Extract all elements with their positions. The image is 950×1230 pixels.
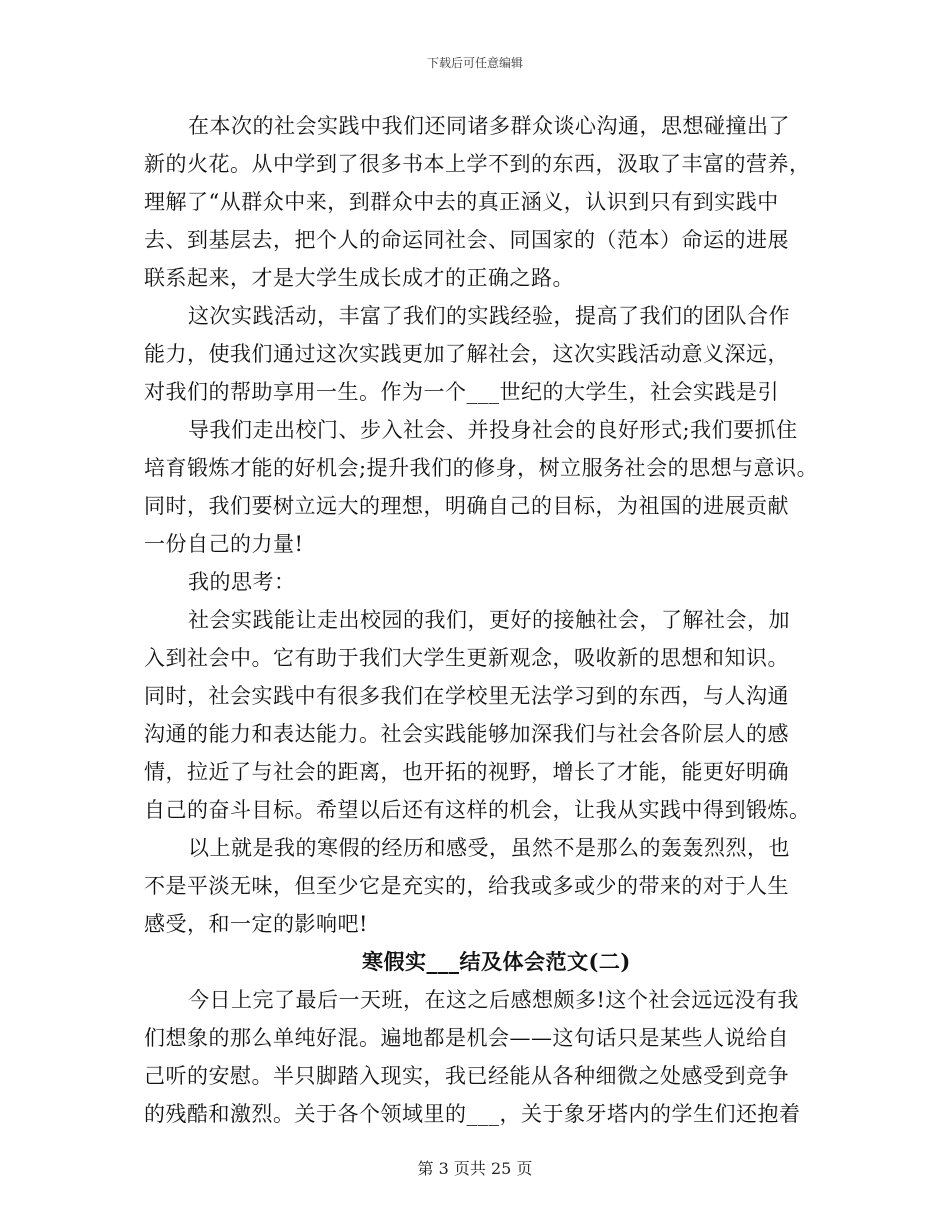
paragraph-line: 以上就是我的寒假的经历和感受，虽然不是那么的轰轰烈烈，也 [188,836,790,860]
paragraph-line: 去、到基层去，把个人的命运同社会、同国家的（范本）命运的进展 [144,228,789,252]
paragraph-line: 不是平淡无味，但至少它是充实的，给我或多或少的带来的对于人生 [144,874,789,898]
paragraph-line: 一份自己的力量! [144,532,304,556]
paragraph-line: 对我们的帮助享用一生。作为一个___世纪的大学生，社会实践是引 [144,380,779,404]
paragraph-line: 己听的安慰。半只脚踏入现实，我已经能从各种细微之处感受到竞争 [144,1064,789,1088]
page-header: 下载后可任意编辑 [426,56,523,70]
paragraph-line: 同时，社会实践中有很多我们在学校里无法学习到的东西，与人沟通 [144,684,789,708]
page-footer: 第 3 页共 25 页 [417,1159,533,1178]
paragraph-line: 我的思考： [188,570,296,594]
paragraph-line: 的残酷和激烈。关于各个领域里的___，关于象牙塔内的学生们还抱着 [144,1102,801,1126]
paragraph-line: 培育锻炼才能的好机会;提升我们的修身，树立服务社会的思想与意识。 [144,456,819,480]
paragraph-line: 联系起来，才是大学生成长成才的正确之路。 [144,266,574,290]
paragraph-line: 新的火花。从中学到了很多书本上学不到的东西，汲取了丰富的营养， [144,152,811,176]
paragraph-line: 沟通的能力和表达能力。社会实践能够加深我们与社会各阶层人的感 [144,722,789,746]
paragraph-line: 今日上完了最后一天班，在这之后感想颇多!这个社会远远没有我 [188,988,799,1012]
paragraph-line: 在本次的社会实践中我们还同诸多群众谈心沟通，思想碰撞出了 [188,114,790,138]
paragraph-line: 社会实践能让走出校园的我们，更好的接触社会，了解社会，加 [188,608,790,632]
paragraph-line: 能力，使我们通过这次实践更加了解社会，这次实践活动意义深远， [144,342,789,366]
section-heading: 寒假实___结及体会范文(二) [362,949,631,974]
paragraph-line: 情，拉近了与社会的距离，也开拓的视野，增长了才能，能更好明确 [144,760,789,784]
paragraph-line: 们想象的那么单纯好混。遍地都是机会——这句话只是某些人说给自 [144,1026,789,1050]
paragraph-line: 这次实践活动，丰富了我们的实践经验，提高了我们的团队合作 [188,304,790,328]
paragraph-line: 自己的奋斗目标。希望以后还有这样的机会，让我从实践中得到锻炼。 [144,798,811,822]
paragraph-line: 理解了“从群众中来，到群众中去的真正涵义，认识到只有到实践中 [144,190,779,214]
paragraph-line: 导我们走出校门、步入社会、并投身社会的良好形式;我们要抓住 [188,418,798,442]
paragraph-line: 感受，和一定的影响吧! [144,912,368,936]
paragraph-line: 同时，我们要树立远大的理想，明确自己的目标，为祖国的进展贡献 [144,494,789,518]
paragraph-line: 入到社会中。它有助于我们大学生更新观念，吸收新的思想和知识。 [144,646,789,670]
